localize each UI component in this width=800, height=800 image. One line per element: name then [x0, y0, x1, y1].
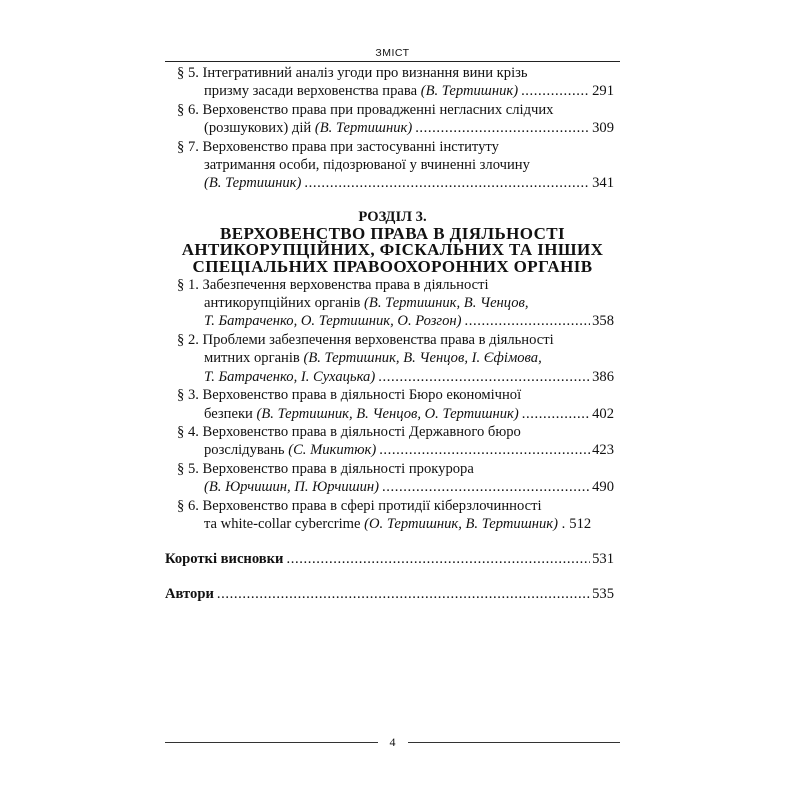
toc-entry-title: § 5. Верховенство права в діяльності прокурора: [177, 460, 474, 477]
toc-entry-title-cont: митних органів: [204, 350, 300, 367]
table-of-contents: [165, 64, 620, 603]
toc-entry-title: § 2. Проблеми забезпечення верховенства права в діяльності: [177, 331, 554, 348]
toc-entry-title-cont: безпеки: [204, 405, 253, 422]
footer-page-number: 4: [389, 735, 396, 749]
footer-rule-right: [408, 742, 621, 743]
toc-entry-title: § 6. Верховенство права в сфері протидії кіберзлочинності: [177, 497, 542, 514]
page-number: 358: [592, 313, 614, 330]
toc-entry-s3-4[interactable]: [165, 423, 620, 460]
section-label: РОЗДІЛ 3.: [358, 208, 427, 225]
toc-entry-s3-3[interactable]: [165, 386, 620, 423]
leader-dots: [378, 368, 590, 386]
leader-dots: [379, 441, 590, 459]
toc-entry-authors[interactable]: [165, 585, 620, 603]
leader-dots: [522, 405, 590, 423]
toc-entry-title: § 3. Верховенство права в діяльності Бюро економічної: [177, 387, 522, 404]
toc-entry-author: (С. Микитюк): [288, 442, 377, 459]
toc-entry-author: Т. Батраченко, І. Сухацька): [204, 368, 376, 385]
toc-entry-author: (В. Юрчишин, П. Юрчишин): [204, 479, 380, 496]
toc-entry-title-cont: та white-collar cybercrime: [204, 515, 361, 532]
section-title-line: СПЕЦІАЛЬНИХ ПРАВООХОРОННИХ ОРГАНІВ: [192, 256, 593, 276]
authors-label: Автори: [165, 585, 214, 602]
header-rule: [165, 61, 620, 62]
leader-dots: [286, 550, 590, 568]
toc-entry-title: § 7. Верховенство права при застосуванні інституту: [177, 138, 499, 155]
leader-dots: [382, 478, 590, 496]
toc-entry-s3-5[interactable]: [165, 460, 620, 497]
toc-entry-s3-6[interactable]: § 6. Верховенство права в сфері протидії кіберзлочинності та white-collar cybercrime (О. Тертишник, В. Тертишник) . 512: [165, 497, 620, 534]
section-title-line: АНТИКОРУПЦІЙНИХ, ФІСКАЛЬНИХ ТА ІНШИХ: [181, 240, 604, 260]
toc-entry-title: § 4. Верховенство права в діяльності Державного бюро: [177, 423, 521, 440]
toc-entry-author: (В. Тертишник, В. Ченцов,: [364, 295, 529, 312]
toc-entry-title: § 6. Верховенство права при провадженні негласних слідчих: [177, 101, 554, 118]
toc-entry-s3-2[interactable]: [165, 331, 620, 386]
toc-entry-title-cont: затримання особи, підозрюваної у вчиненні злочину: [204, 157, 530, 174]
running-header: ЗМІСТ: [375, 47, 410, 59]
toc-entry-title: § 1. Забезпечення верховенства права в діяльності: [177, 276, 489, 293]
toc-entry-5[interactable]: [165, 64, 620, 101]
leader-dots: [415, 119, 590, 137]
page-number: 291: [592, 83, 614, 100]
leader-dots: [304, 174, 590, 192]
toc-entry-title-cont: (розшукових) дій: [204, 120, 312, 137]
page-number: 386: [592, 368, 614, 385]
page-number: 341: [592, 175, 614, 192]
toc-entry-title-cont: розслідувань: [204, 442, 285, 459]
toc-entry-author: (В. Тертишник, В. Ченцов, І. Єфімова,: [303, 350, 542, 367]
toc-entry-author: (В. Тертишник, В. Ченцов, О. Тертишник): [256, 405, 519, 422]
page-number: 423: [592, 442, 614, 459]
toc-entry-title: § 5. Інтегративний аналіз угоди про визнання вини крізь: [177, 65, 528, 81]
page-number: 535: [592, 585, 614, 602]
leader-dots: [521, 82, 590, 100]
leader-dots: [217, 585, 590, 603]
toc-entry-s3-1[interactable]: [165, 276, 620, 331]
toc-entry-author: Т. Батраченко, О. Тертишник, О. Розгон): [204, 313, 462, 330]
toc-entry-author: (В. Тертишник): [420, 83, 519, 100]
page-number: 490: [592, 479, 614, 496]
toc-entry-title-cont: антикорупційних органів: [204, 295, 361, 312]
toc-entry-author: (О. Тертишник, В. Тертишник): [364, 515, 558, 532]
toc-entry-6[interactable]: [165, 101, 620, 138]
toc-entry-7[interactable]: [165, 138, 620, 193]
summary-label: Короткі висновки: [165, 551, 284, 568]
section-title-line: ВЕРХОВЕНСТВО ПРАВА В ДІЯЛЬНОСТІ: [220, 223, 565, 243]
page-number: 402: [592, 405, 614, 422]
page-number: 512: [569, 515, 592, 532]
page-number: 309: [592, 120, 614, 137]
section-heading: [165, 209, 620, 276]
toc-entry-author: (В. Тертишник): [204, 175, 302, 192]
leader-dots: [465, 312, 591, 330]
footer-rule-left: [165, 742, 378, 743]
toc-entry-title-cont: призму засади верховенства права: [204, 83, 418, 100]
page-number: 531: [592, 551, 614, 568]
page-footer: [165, 735, 620, 750]
toc-entry-summary[interactable]: [165, 550, 620, 568]
toc-entry-author: (В. Тертишник): [314, 120, 413, 137]
